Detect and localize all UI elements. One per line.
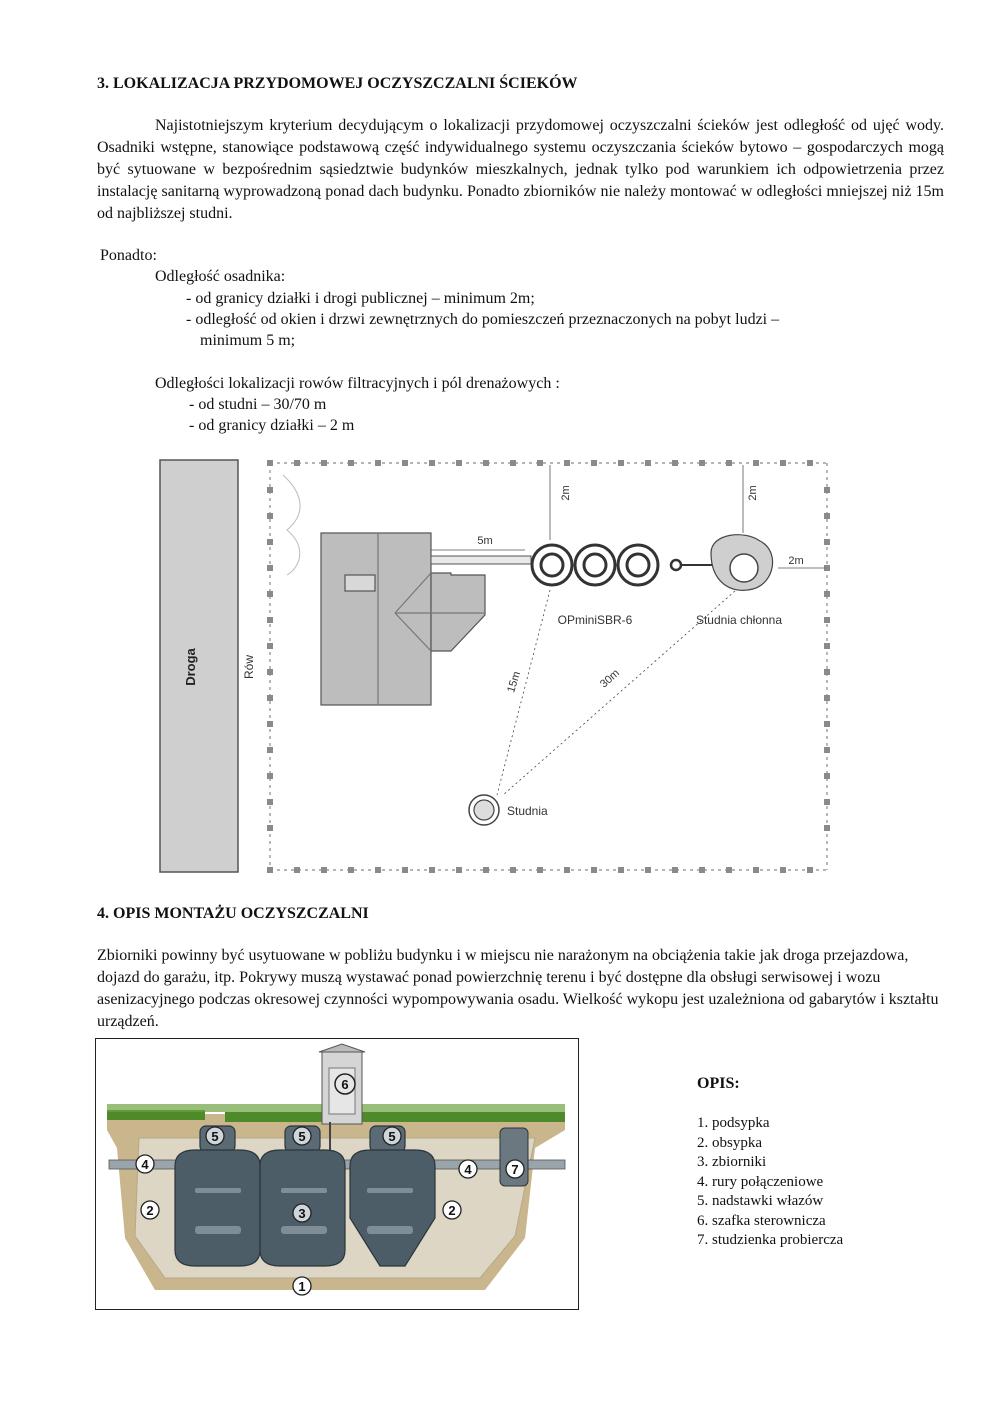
fence-post — [824, 617, 830, 623]
section-3-paragraph: Najistotniejszym kryterium decydującym o lokalizacji przydomowej oczyszczalni ścieków jest odległość od ujęć wody. Osadniki wstępne, stanowiące podstawową część indywidualnego systemu oczyszczania ścieków bytowo – gospodarczych mogą być sytuowane w bezpośrednim sąsiedztwie budynków mieszkalnych, jednak tylko pod warunkiem ich odpowietrzenia przez instalację sanitarną wyprowadzoną ponad dach budynku. Ponadto zbiorników nie należy montować w odległości mniejszej niż 15m od najbliższej studni. — [97, 117, 944, 222]
fence-post — [537, 867, 543, 873]
legend-item: 1. podsypka — [697, 1115, 770, 1131]
fence-post — [824, 825, 830, 831]
fence-post — [824, 773, 830, 779]
fence-post — [267, 643, 273, 649]
svg-text:7: 7 — [511, 1162, 519, 1177]
pipe — [431, 556, 531, 564]
line-15m — [497, 590, 550, 795]
fence-post — [824, 487, 830, 493]
ditch-curve — [283, 475, 300, 575]
fence-post — [402, 460, 408, 466]
fence-post — [483, 867, 489, 873]
dimension-2m-top-b: 2m — [747, 485, 759, 501]
svg-text:5: 5 — [388, 1129, 396, 1144]
osadnik-item: - od granicy działki i drogi publicznej – minimum 2m; — [186, 290, 535, 307]
fence-post — [807, 867, 813, 873]
fence-post — [824, 799, 830, 805]
rowy-item: - od granicy działki – 2 m — [189, 417, 355, 434]
road-area — [160, 460, 238, 872]
legend-item: 5. nadstawki włazów — [697, 1193, 824, 1209]
fence-post — [375, 867, 381, 873]
rowy-item: - od studni – 30/70 m — [189, 396, 327, 413]
fence-post — [267, 460, 273, 466]
dimension-2m-top-a: 2m — [560, 485, 572, 501]
marker-4 — [459, 1160, 477, 1178]
fence-post — [510, 460, 516, 466]
svg-text:5: 5 — [298, 1129, 306, 1144]
legend-item: 3. zbiorniki — [697, 1154, 767, 1170]
fence-post — [483, 460, 489, 466]
svg-text:2: 2 — [448, 1203, 456, 1218]
fence-post — [267, 591, 273, 597]
fence-post — [672, 460, 678, 466]
fence-post — [267, 695, 273, 701]
section-4-paragraph: Zbiorniki powinny być usytuowane w pobliżu budynku i w miejscu nie narażonym na obciążenia takie jak droga przejazdowa, dojazd do garażu, itp. Pokrywy muszą wystawać ponad powierzchnię terenu i być dostępne dla obsługi serwisowej i wozu asenizacyjnego podczas okresowej czynności wypompowywania osadu. Wielkość wykopu jest uzależniona od gabarytów i kształtu urządzeń. — [97, 947, 939, 1030]
fence-post — [537, 460, 543, 466]
fence-post — [348, 867, 354, 873]
fence-post — [267, 487, 273, 493]
fence-post — [402, 867, 408, 873]
section-3-heading: 3. LOKALIZACJA PRZYDOMOWEJ OCZYSZCZALNI ŚCIEKÓW — [97, 75, 578, 92]
dimension-30m: 30m — [598, 667, 622, 691]
marker-7 — [506, 1160, 524, 1178]
fence-post — [429, 460, 435, 466]
fence-post — [429, 867, 435, 873]
well-label: Studnia — [507, 804, 548, 818]
fence-post — [726, 867, 732, 873]
absorption-well-label: Studnia chłonna — [695, 613, 783, 627]
osadnik-title: Odległość osadnika: — [155, 268, 286, 285]
fence-post — [321, 460, 327, 466]
fence-post — [348, 460, 354, 466]
fence-post — [294, 867, 300, 873]
legend-item: 4. rury połączeniowe — [697, 1173, 824, 1190]
legend-item: 2. obsypka — [697, 1134, 762, 1151]
legend-item: 6. szafka sterownicza — [697, 1212, 826, 1229]
svg-text:1: 1 — [298, 1279, 306, 1294]
marker-5 — [383, 1127, 401, 1145]
svg-text:5: 5 — [211, 1129, 219, 1144]
fence-post — [824, 513, 830, 519]
fence-post — [824, 695, 830, 701]
marker-1 — [293, 1277, 311, 1295]
fence-post — [618, 460, 624, 466]
fence-post — [321, 867, 327, 873]
marker-4 — [136, 1155, 154, 1173]
rowy-title: Odległości lokalizacji rowów filtracyjnych i pól drenażowych : — [155, 375, 560, 392]
fence-post — [699, 460, 705, 466]
fence-post — [726, 460, 732, 466]
fence-post — [672, 867, 678, 873]
fence-post — [267, 773, 273, 779]
fence-post — [618, 867, 624, 873]
svg-text:4: 4 — [464, 1162, 472, 1177]
osadnik-item: - odległość od okien i drzwi zewnętrznych do pomieszczeń przeznaczonych na pobyt ludzi – — [186, 311, 780, 328]
fence-post — [824, 669, 830, 675]
fence-post — [267, 565, 273, 571]
fence-post — [267, 825, 273, 831]
svg-text:3: 3 — [298, 1206, 306, 1221]
fence-post — [456, 460, 462, 466]
legend-item: 7. studzienka probiercza — [697, 1232, 844, 1248]
fence-post — [267, 867, 273, 873]
fence-post — [375, 460, 381, 466]
unit-label: OPminiSBR-6 — [557, 613, 633, 627]
road-label: Droga — [183, 648, 198, 686]
marker-6 — [335, 1074, 355, 1094]
fence-post — [267, 747, 273, 753]
fence-post — [824, 721, 830, 727]
tanks — [175, 1126, 435, 1266]
marker-2 — [141, 1201, 159, 1219]
site-plan-diagram — [155, 455, 845, 880]
fence-post — [267, 617, 273, 623]
legend-list — [697, 1114, 843, 1251]
fence-post — [564, 460, 570, 466]
fence-post — [267, 721, 273, 727]
dimension-5m: 5m — [477, 535, 493, 547]
svg-text:4: 4 — [141, 1157, 149, 1172]
svg-text:2: 2 — [146, 1203, 154, 1218]
fence-post — [807, 460, 813, 466]
ponadto-label: Ponadto: — [100, 247, 157, 264]
fence-post — [780, 867, 786, 873]
fence-post — [456, 867, 462, 873]
marker-3 — [293, 1204, 311, 1222]
marker-5 — [206, 1127, 224, 1145]
fence-post — [824, 539, 830, 545]
fence-post — [645, 460, 651, 466]
fence-post — [753, 460, 759, 466]
fence-post — [510, 867, 516, 873]
absorption-well — [711, 535, 773, 591]
fence-post — [824, 747, 830, 753]
dimension-15m: 15m — [505, 670, 523, 695]
section-4-heading: 4. OPIS MONTAŻU OCZYSZCZALNI — [97, 905, 369, 922]
fence-post — [564, 867, 570, 873]
osadnik-item: minimum 5 m; — [200, 332, 296, 349]
fence-post — [753, 867, 759, 873]
fence-post — [267, 539, 273, 545]
fence-post — [824, 643, 830, 649]
fence-post — [824, 591, 830, 597]
fence-post — [591, 867, 597, 873]
dimension-2m-right: 2m — [788, 555, 804, 567]
fence-post — [267, 799, 273, 805]
legend-title: OPIS: — [697, 1075, 740, 1092]
fence-post — [267, 669, 273, 675]
installation-diagram — [95, 1038, 579, 1310]
marker-2 — [443, 1201, 461, 1219]
fence-post — [699, 867, 705, 873]
svg-text:6: 6 — [341, 1077, 349, 1092]
ditch-label: Rów — [242, 654, 256, 680]
treatment-tanks — [532, 545, 715, 585]
fence-post — [267, 513, 273, 519]
fence-post — [591, 460, 597, 466]
marker-5 — [293, 1127, 311, 1145]
fence-post — [294, 460, 300, 466]
fence-post — [780, 460, 786, 466]
fence-post — [645, 867, 651, 873]
